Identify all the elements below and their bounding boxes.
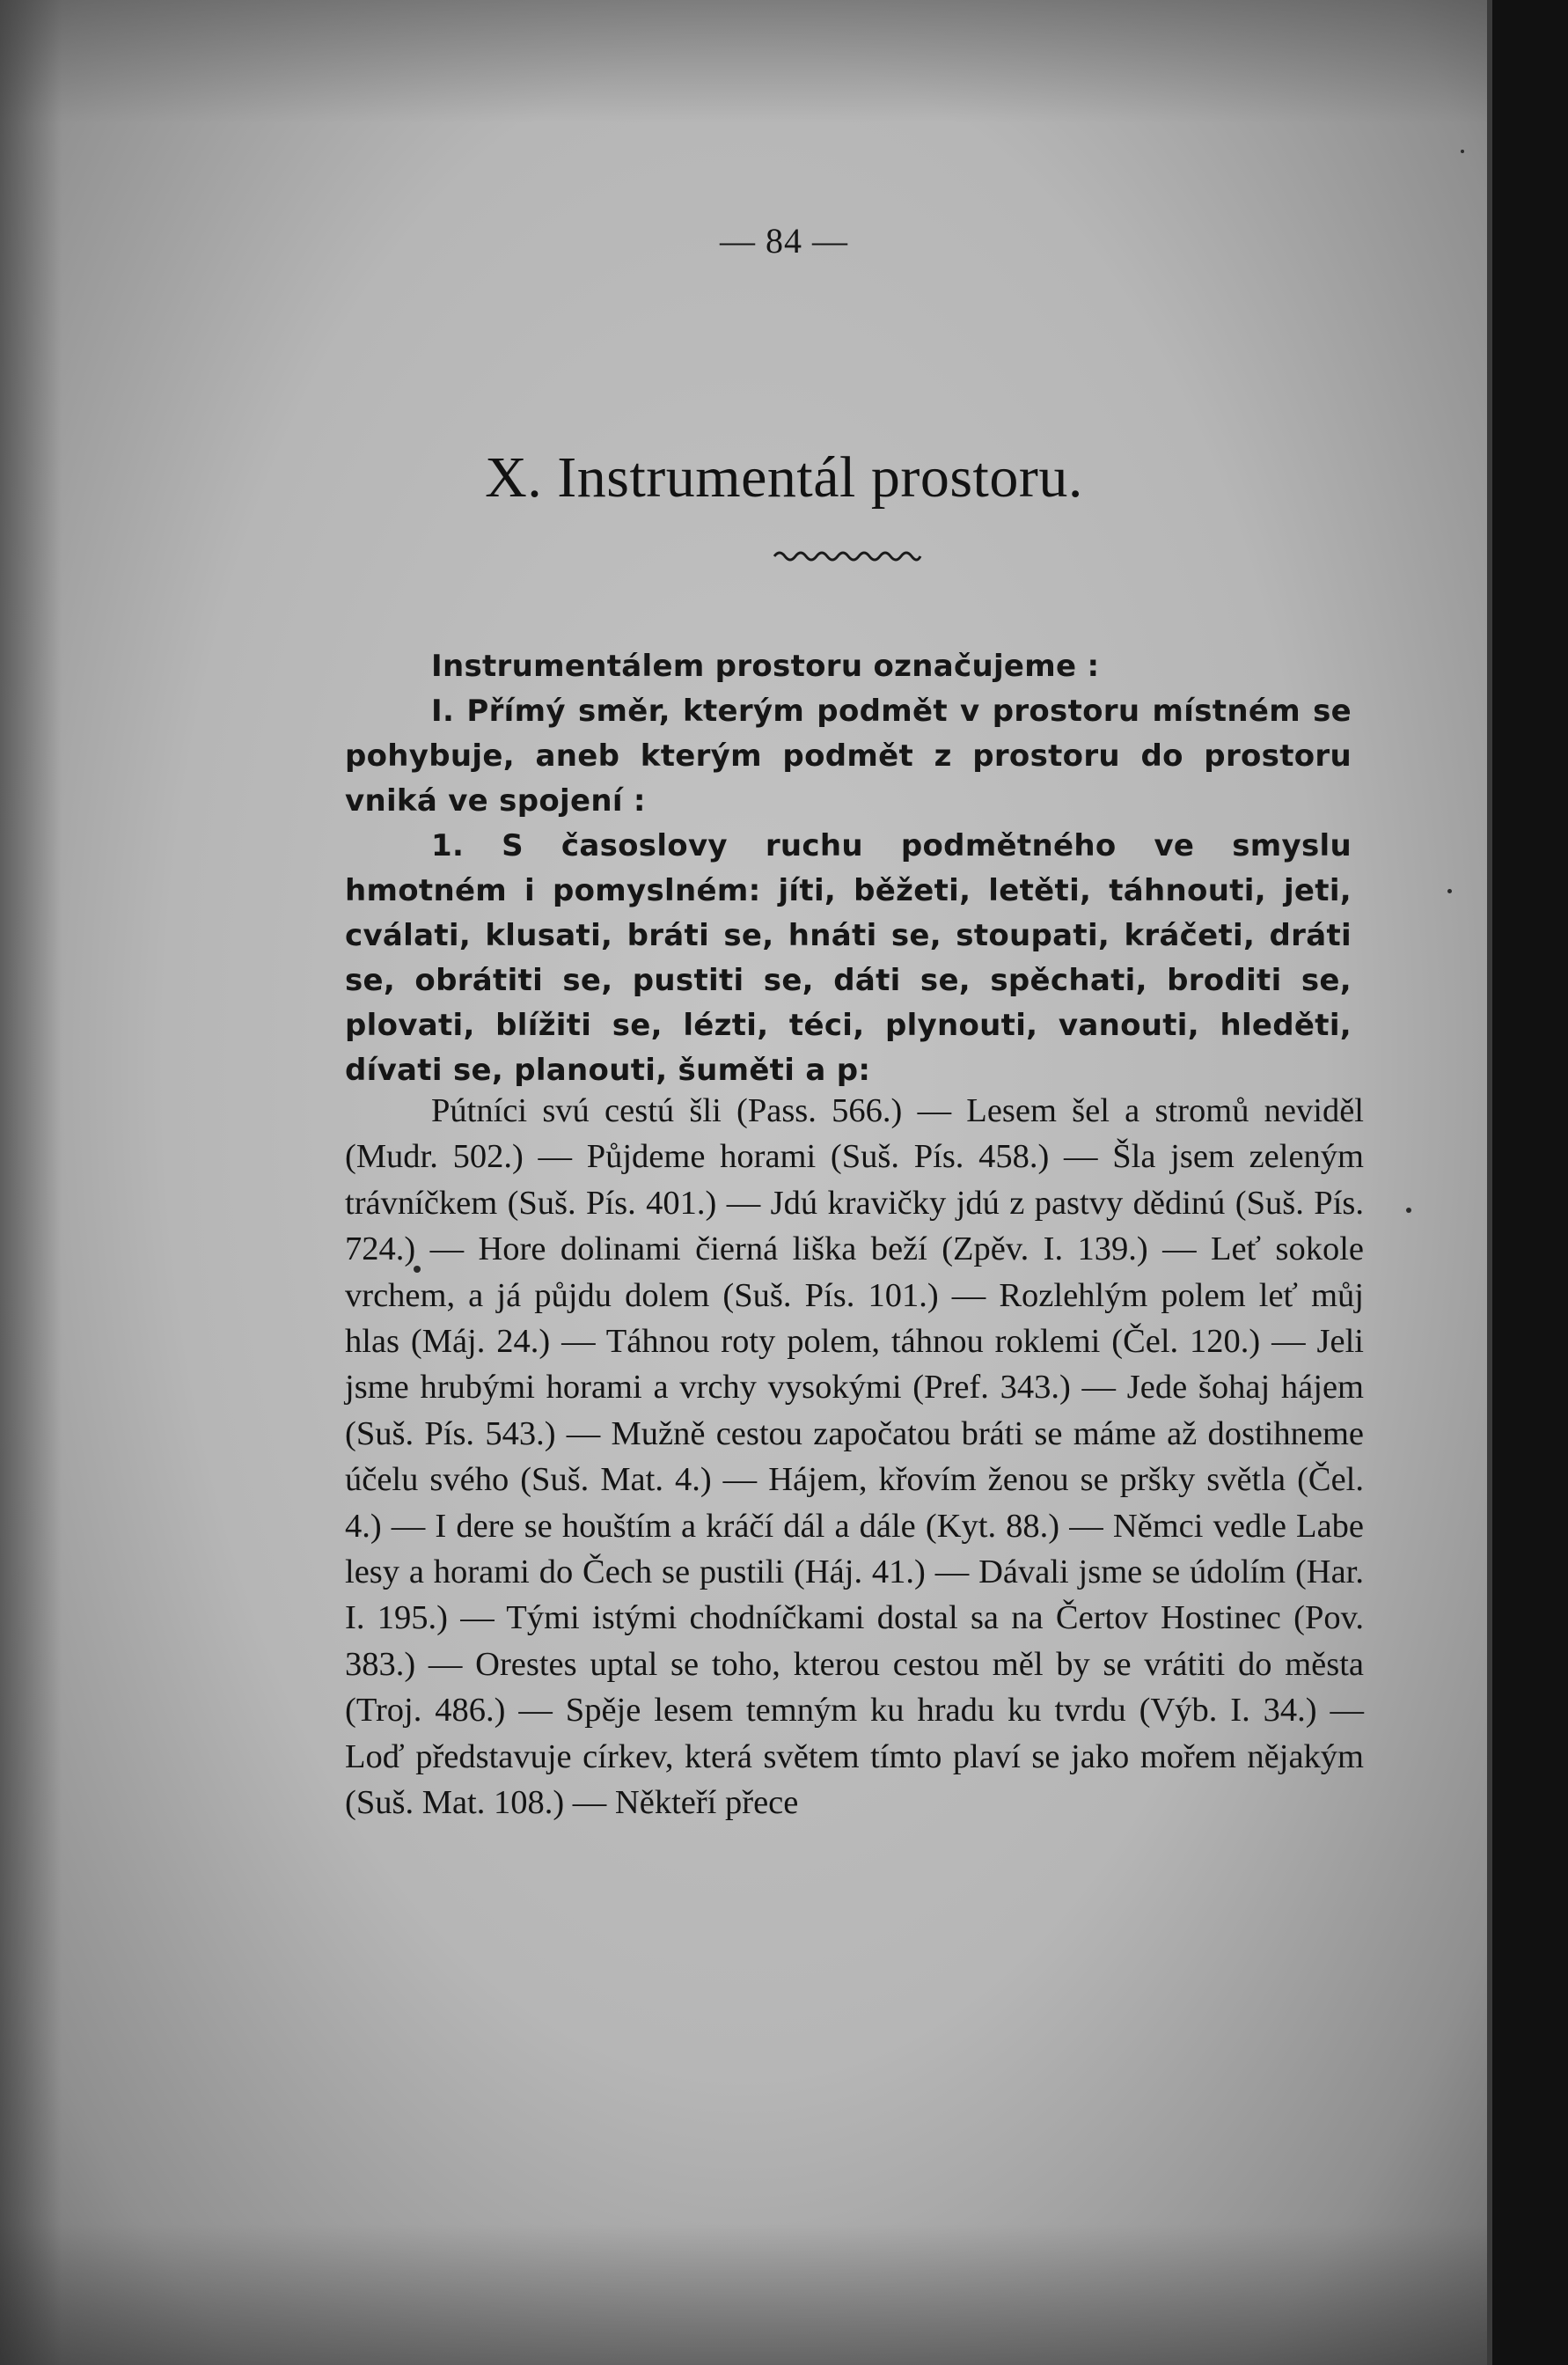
section-intro: Instrumentálem prostoru označujeme : — [431, 649, 1100, 684]
scan-border — [1487, 0, 1568, 2365]
page-shadow-top — [0, 0, 1487, 123]
page-number: — 84 — — [720, 221, 848, 261]
definition-section — [345, 644, 1352, 1093]
page-shadow-left — [0, 0, 62, 2365]
examples-section — [345, 1088, 1364, 1826]
point-one: I. Přímý směr, kterým podmět v prostoru místném se pohybuje, aneb kterým podmět z prostoru do prostoru vniká ve spojení : — [345, 694, 1352, 819]
point-one-one: 1. S časoslovy ruchu podmětného ve smyslu hmotném i pomyslném: jíti, běžeti, letěti, táhnouti, jeti, cválati, klusati, bráti se, hnáti se, stoupati, kráčeti, dráti se, obrátiti se, pustiti se, dáti se, spěchati, broditi se, plovati, blížiti se, lézti, téci, plynouti, vanouti, hleděti, dívati se, planouti, šuměti a p: — [345, 828, 1352, 1088]
print-speck — [1406, 1208, 1411, 1213]
page-shadow-bottom — [0, 2224, 1487, 2365]
scan-border-edge — [1487, 0, 1492, 2365]
print-speck — [1461, 150, 1464, 153]
examples-paragraph: Pútníci svú cestú šli (Pass. 566.) — Lesem šel a stromů neviděl (Mudr. 502.) — Půjdeme horami (Suš. Pís. 458.) — Šla jsem zeleným trávníčkem (Suš. Pís. 401.) — Jdú kravičky jdú z pastvy dědinú (Suš. Pís. 724.) — Hore dolinami čierná liška beží (Zpěv. I. 139.) — Leť sokole vrchem, a já půjdu dolem (Suš. Pís. 101.) — Rozlehlým polem leť můj hlas (Máj. 24.) — Táhnou roty polem, táhnou roklemi (Čel. 120.) — Jeli jsme hrubými horami a vrchy vysokými (Pref. 343.) — Jede šohaj hájem (Suš. Pís. 543.) — Mužně cestou započatou bráti se máme až dostihneme účelu svého (Suš. Mat. 4.) — Hájem, křovím ženou se pršky světla (Čel. 4.) — I dere se houštím a kráčí dál a dále (Kyt. 88.) — Němci vedle Labe lesy a horami do Čech se pustili (Háj. 41.) — Dávali jsme se údolím (Har. I. 195.) — Tými istými chodníčkami dostal sa na Čertov Hostinec (Pov. 383.) — Orestes uptal se toho, kterou cestou měl by se vrátiti do města (Troj. 486.) — Spěje lesem temným ku hradu ku tvrdu (Výb. I. 34.) — Loď představuje církev, která světem tímto plaví se jako mořem nějakým (Suš. Mat. 108.) — Někteří přece — [345, 1092, 1364, 1822]
chapter-title: X. Instrumentál prostoru. — [485, 445, 1083, 510]
print-speck — [1447, 889, 1452, 893]
wavy-divider-icon — [773, 546, 922, 567]
